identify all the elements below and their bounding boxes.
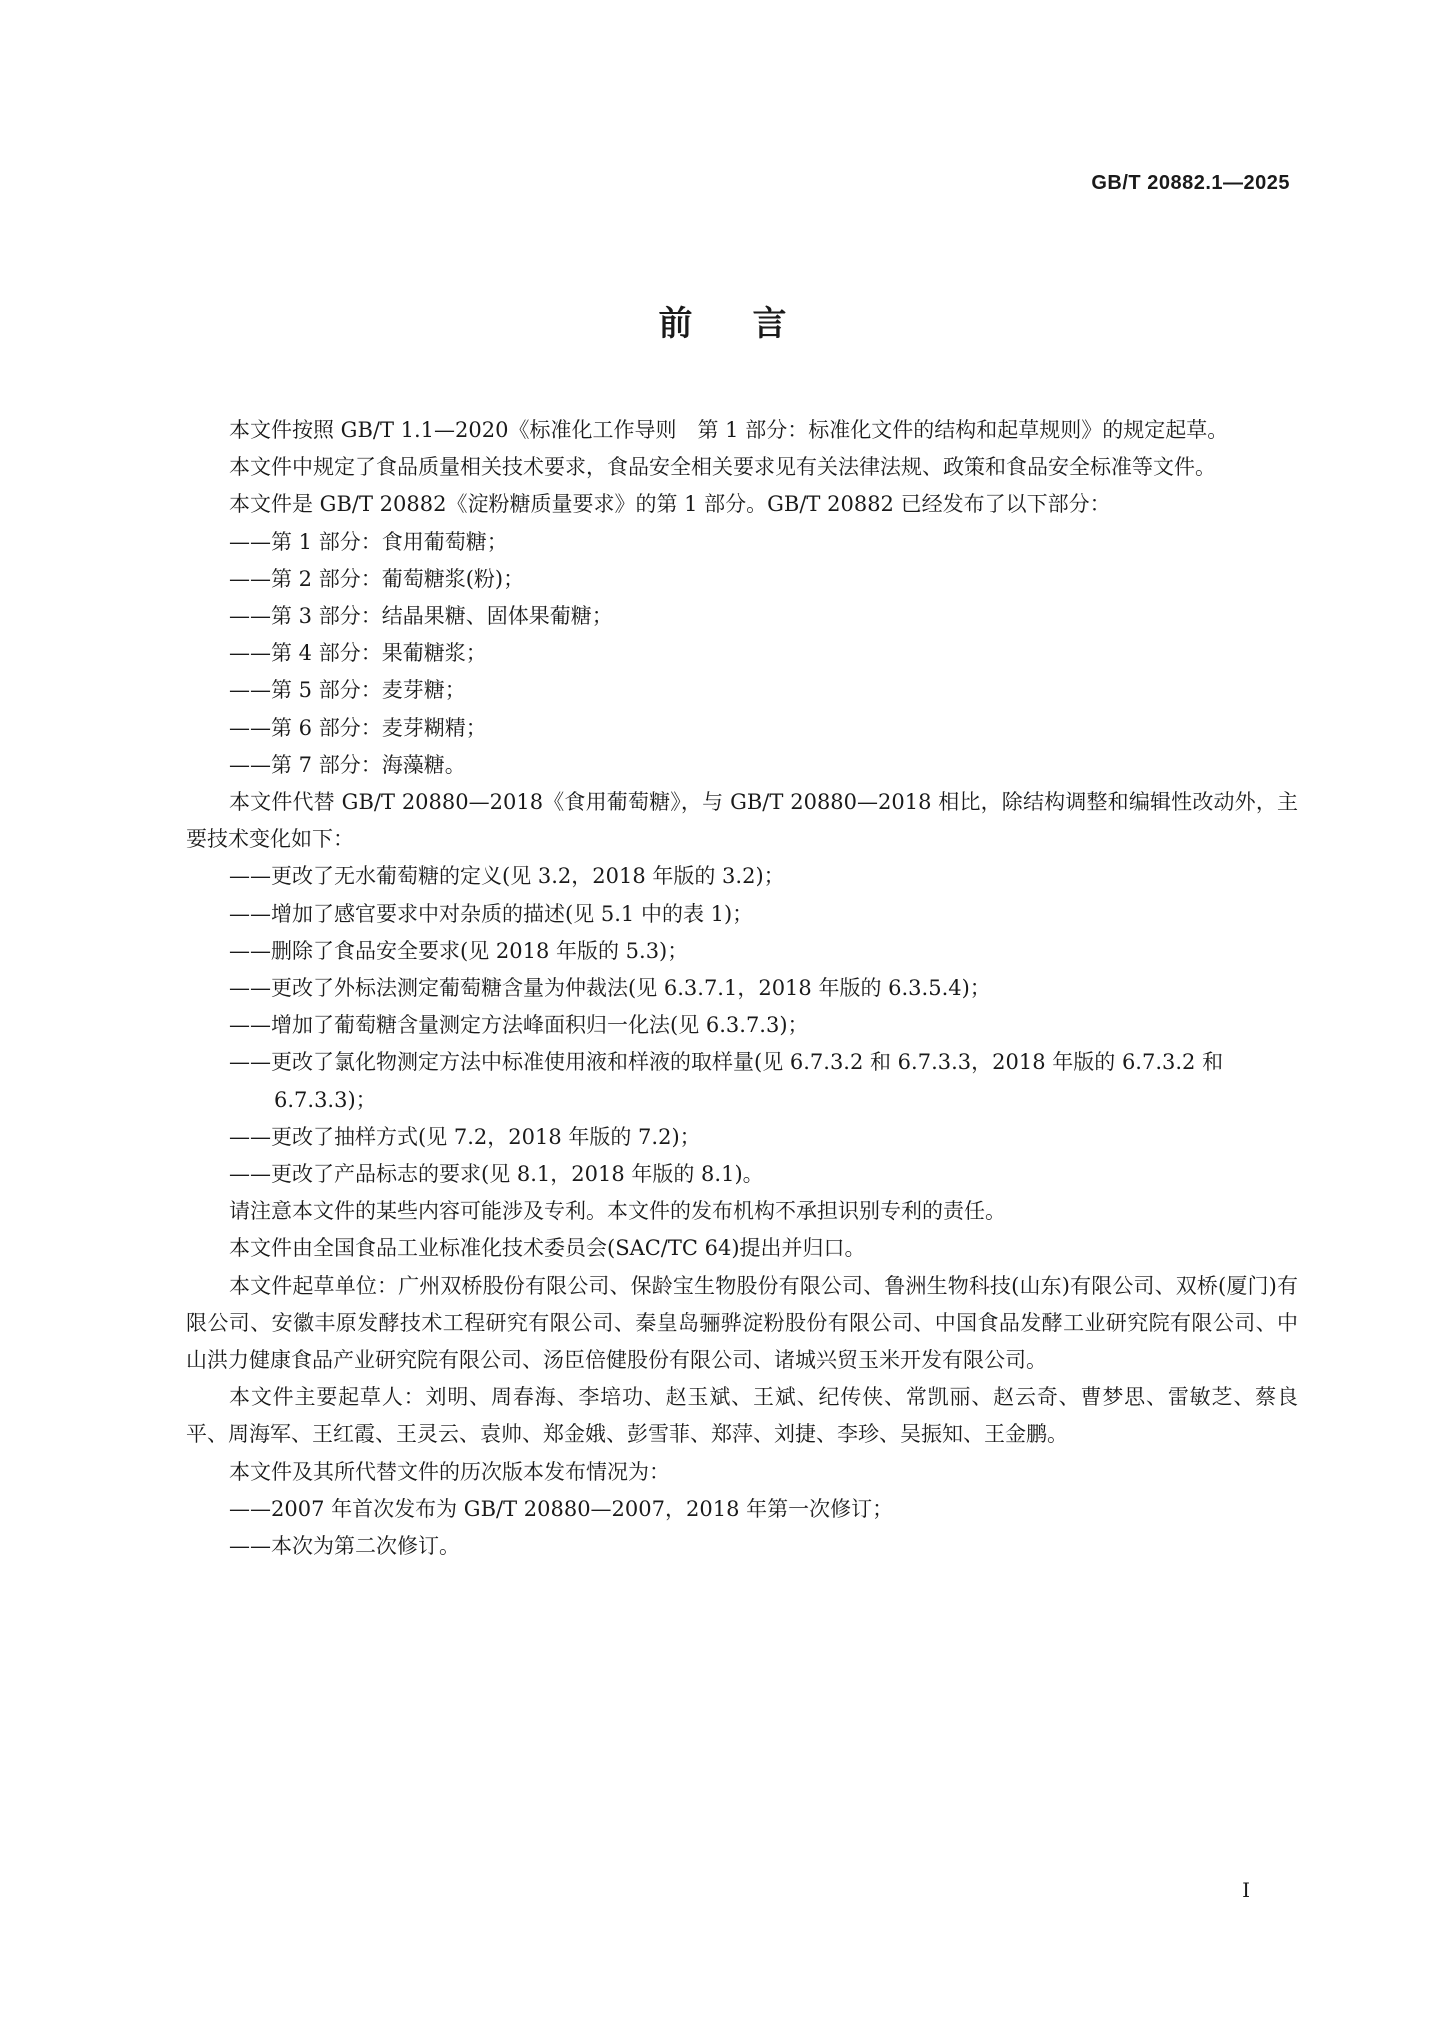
paragraph: 本文件起草单位：广州双桥股份有限公司、保龄宝生物股份有限公司、鲁洲生物科技(山东)有限公司、双桥(厦门)有限公司、安徽丰原发酵技术工程研究有限公司、秦皇岛骊骅淀粉股份有限公司、中国食品发酵工业研究院有限公司、中山洪力健康食品产业研究院有限公司、汤臣倍健股份有限公司、诸城兴贸玉米开发有限公司。 bbox=[186, 1273, 1298, 1373]
document-body bbox=[186, 412, 1298, 1565]
list-item: ——增加了感官要求中对杂质的描述(见 5.1 中的表 1)； bbox=[229, 901, 754, 926]
paragraph: 本文件及其所代替文件的历次版本发布情况为： bbox=[229, 1459, 670, 1484]
list-item: ——更改了氯化物测定方法中标准使用液和样液的取样量(见 6.7.3.2 和 6.7.3.3，2018 年版的 6.7.3.2 和 6.7.3.3)； bbox=[229, 1050, 1224, 1112]
list-item: ——更改了产品标志的要求(见 8.1，2018 年版的 8.1)。 bbox=[229, 1162, 764, 1187]
list-item: ——2007 年首次发布为 GB/T 20880—2007，2018 年第一次修订； bbox=[229, 1496, 894, 1521]
list-item: ——第 7 部分：海藻糖。 bbox=[229, 752, 466, 777]
standard-code: GB/T 20882.1—2025 bbox=[1091, 172, 1290, 194]
list-item: ——第 6 部分：麦芽糊精； bbox=[229, 715, 487, 740]
list-item: ——第 4 部分：果葡糖浆； bbox=[229, 641, 487, 666]
list-item: ——增加了葡萄糖含量测定方法峰面积归一化法(见 6.3.7.3)； bbox=[229, 1013, 809, 1038]
paragraph: 本文件由全国食品工业标准化技术委员会(SAC/TC 64)提出并归口。 bbox=[229, 1236, 866, 1261]
paragraph: 本文件主要起草人：刘明、周春海、李培功、赵玉斌、王斌、纪传侠、常凯丽、赵云奇、曹梦思、雷敏芝、蔡良平、周海军、王红霞、王灵云、袁帅、郑金娥、彭雪菲、郑萍、刘捷、李珍、吴振知、王金鹏。 bbox=[186, 1385, 1298, 1447]
paragraph: 本文件中规定了食品质量相关技术要求，食品安全相关要求见有关法律法规、政策和食品安全标准等文件。 bbox=[229, 455, 1216, 480]
page-number: I bbox=[1242, 1878, 1250, 1902]
list-item: ——更改了抽样方式(见 7.2，2018 年版的 7.2)； bbox=[229, 1124, 701, 1149]
paragraph: 本文件是 GB/T 20882《淀粉糖质量要求》的第 1 部分。GB/T 20882 已经发布了以下部分： bbox=[229, 492, 1111, 517]
list-item: ——更改了无水葡萄糖的定义(见 3.2，2018 年版的 3.2)； bbox=[229, 864, 785, 889]
list-item: ——第 1 部分：食用葡萄糖； bbox=[229, 529, 508, 554]
paragraph: 请注意本文件的某些内容可能涉及专利。本文件的发布机构不承担识别专利的责任。 bbox=[229, 1199, 1006, 1224]
page-title: 前言 bbox=[658, 304, 847, 344]
list-item: ——第 2 部分：葡萄糖浆(粉)； bbox=[229, 566, 525, 591]
list-item: ——本次为第二次修订。 bbox=[229, 1534, 460, 1559]
list-item: ——第 3 部分：结晶果糖、固体果葡糖； bbox=[229, 604, 613, 629]
paragraph: 本文件按照 GB/T 1.1—2020《标准化工作导则 第 1 部分：标准化文件的结构和起草规则》的规定起草。 bbox=[229, 418, 1229, 442]
list-item: ——删除了食品安全要求(见 2018 年版的 5.3)； bbox=[229, 938, 689, 963]
paragraph: 本文件代替 GB/T 20880—2018《食用葡萄糖》，与 GB/T 20880—2018 相比，除结构调整和编辑性改动外，主要技术变化如下： bbox=[186, 790, 1298, 852]
list-item: ——更改了外标法测定葡萄糖含量为仲裁法(见 6.3.7.1，2018 年版的 6.3.5.4)； bbox=[229, 976, 991, 1001]
list-item: ——第 5 部分：麦芽糖； bbox=[229, 678, 466, 703]
